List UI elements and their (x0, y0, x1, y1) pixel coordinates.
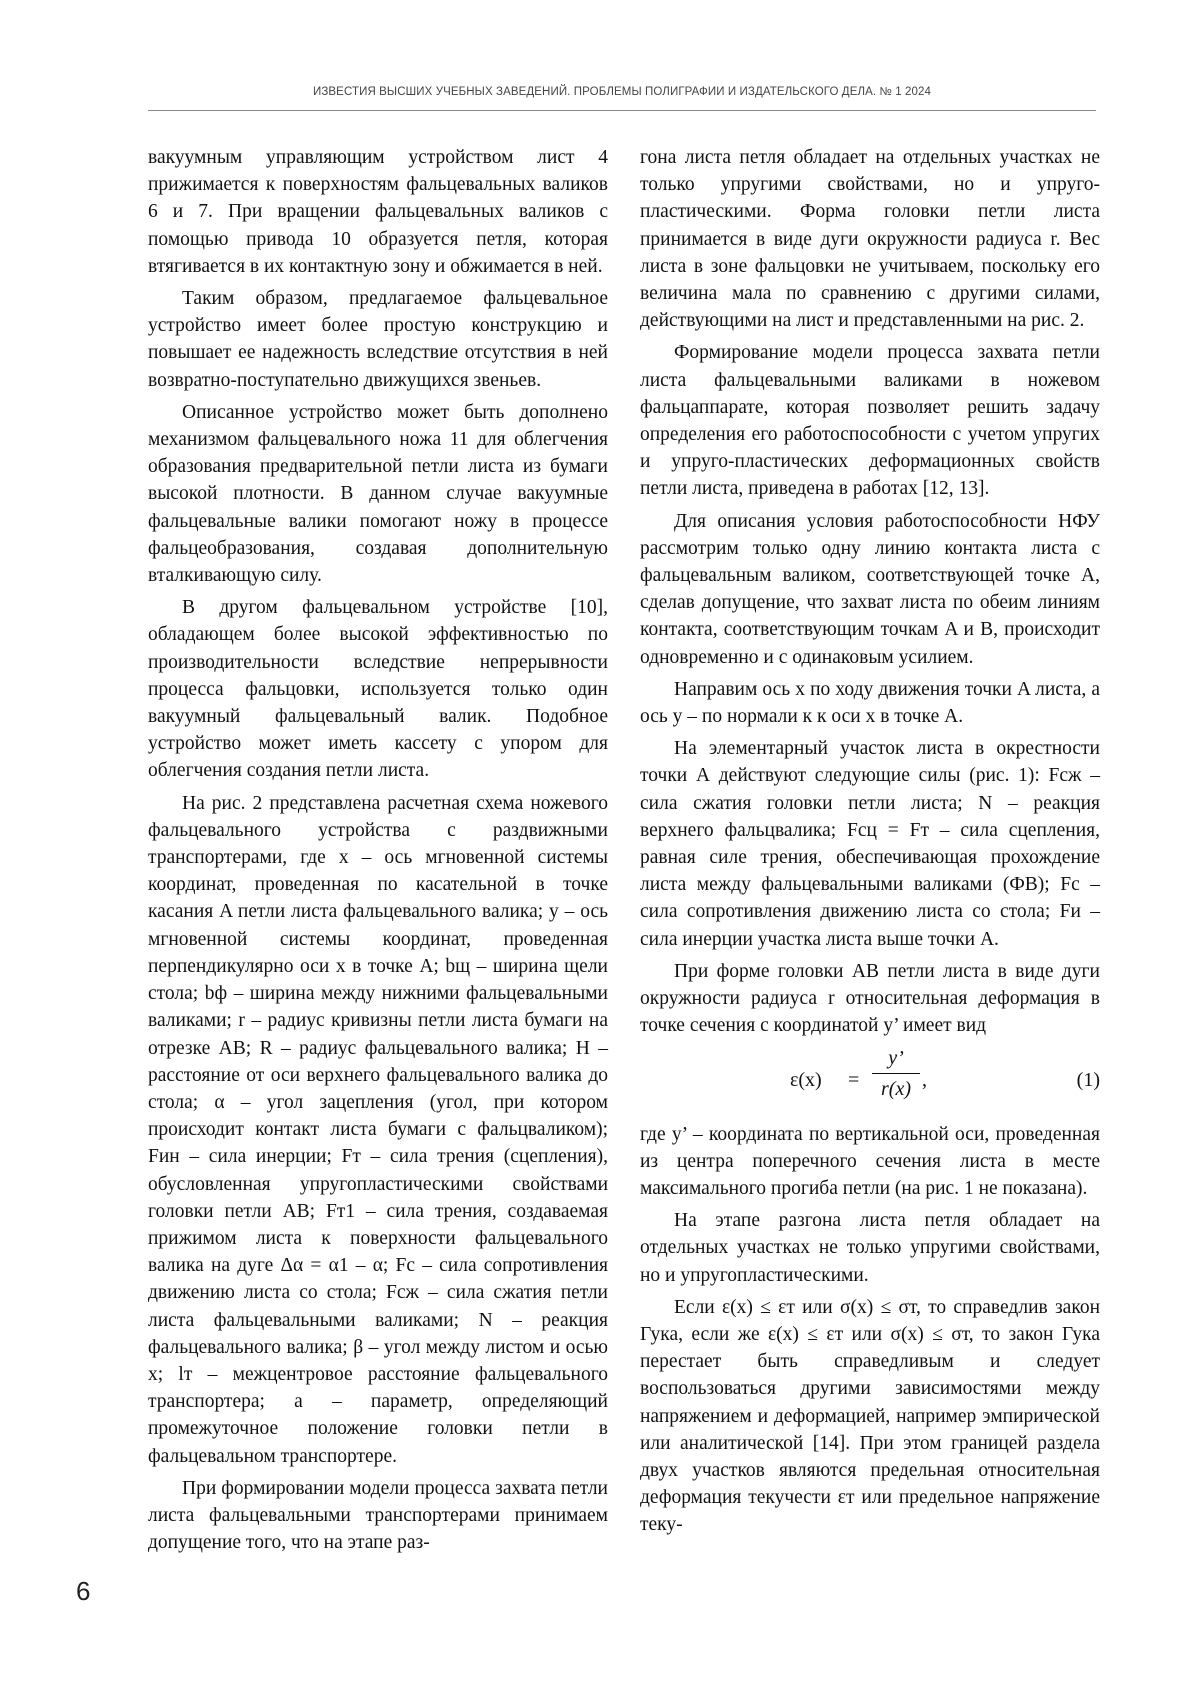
paragraph: вакуумным управляющим устройством лист 4 прижимается к поверхностям фальцевальных валиков 6 и 7. При вращении фальцевальных валиков с помощью привода 10 образуется петля, которая втягивается в их контактную зону и обжимается в ней. (148, 147, 608, 277)
paragraph: При форме головки AB петли листа в виде дуги окружности радиуса r относительная деформация в точке сечения с координатой y’ имеет вид (640, 960, 1100, 1037)
equation-lhs: ε(x) (790, 1068, 822, 1091)
equation-fraction (872, 1045, 920, 1103)
paragraph: Если ε(x) ≤ εт или σ(x) ≤ σт, то справедлив закон Гука, если же ε(x) ≤ εт или σ(x) ≤ σт, то закон Гука перестает быть справедливым и следует воспользоваться другими зависимостями между напряжением и деформацией, например эмпирической или аналитической [14]. При этом границей раздела двух участков являются предельная относительная деформация текучести εт или предельное напряжение теку- (640, 1296, 1100, 1536)
paragraph: Описанное устройство может быть дополнено механизмом фальцевального ножа 11 для облегчения образования предварительной петли листа из бумаги высокой плотности. В данном случае вакуумные фальцевальные валики помогают ножу в процессе фальцеобразования, создавая дополнительную вталкивающую силу. (148, 401, 608, 587)
paragraph: На элементарный участок листа в окрестности точки А действуют следующие силы (рис. 1): Fсж – сила сжатия головки петли листа; N – реакция верхнего фальцвалика; Fсц = Fт – сила сцепления, равная силе трения, обеспечивающая прохождение листа между фальцевальными валиками (ФВ); Fс – сила сопротивления движению листа со стола; Fи – сила инерции участка листа выше точки А. (640, 738, 1100, 950)
paragraph: Формирование модели процесса захвата петли листа фальцевальными валиками в ножевом фальцаппарате, которая позволяет решить задачу определения его работоспособности с учетом упругих и упруго-пластических деформационных свойств петли листа, приведена в работах [12, 13]. (640, 342, 1100, 500)
equation-equals: = (848, 1068, 860, 1091)
running-header: ИЗВЕСТИЯ ВЫСШИХ УЧЕБНЫХ ЗАВЕДЕНИЙ. ПРОБЛЕМЫ ПОЛИГРАФИИ И ИЗДАТЕЛЬСКОГО ДЕЛА. № 1 2024 (313, 86, 931, 98)
equation-number: (1) (1076, 1068, 1100, 1091)
equation-1 (640, 1045, 1100, 1115)
equation-numerator: y’ (888, 1046, 904, 1069)
left-column (148, 144, 608, 1561)
paragraph: Направим ось x по ходу движения точки A листа, а ось y – по нормали к к оси x в точке A. (640, 678, 1100, 728)
equation-comma: , (922, 1068, 927, 1091)
paragraph: На этапе разгона листа петля обладает на отдельных участках не только упругими свойствами, но и упругопластическими. (640, 1210, 1100, 1286)
paragraph: При формировании модели процесса захвата петли листа фальцевальными транспортерами принимаем допущение того, что на этапе раз- (148, 1477, 608, 1554)
equation-denominator: r(x) (881, 1077, 911, 1100)
paragraph: гона листа петля обладает на отдельных участках не только упругими свойствами, но и упруго-пластическими. Форма головки петли листа принимается в виде дуги окружности радиуса r. Вес листа в зоне фальцовки не учитываем, поскольку его величина мала по сравнению с другими силами, действующими на лист и представленными на рис. 2. (640, 147, 1100, 332)
header-rule (148, 110, 1096, 111)
paragraph: Таким образом, предлагаемое фальцевальное устройство имеет более простую конструкцию и повышает ее надежность вследствие отсутствия в ней возвратно-поступательно движущихся звеньев. (148, 288, 608, 391)
page-number: 6 (76, 1576, 91, 1606)
paragraph: где y’ – координата по вертикальной оси, проведенная из центра поперечного сечения листа в месте максимального прогиба петли (на рис. 1 не показана). (640, 1123, 1100, 1199)
right-column (640, 144, 1100, 1544)
paragraph: На рис. 2 представлена расчетная схема ножевого фальцевального устройства с раздвижными транспортерами, где x – ось мгновенной системы координат, проведенная по касательной в точке касания A петли листа фальцевального валика; y – ось мгновенной системы координат, проведенная перпендикулярно оси x в точке A; bщ – ширина щели стола; bф – ширина между нижними фальцевальными валиками; r – радиус кривизны петли листа бумаги на отрезке АВ; R – радиус фальцевального валика; H – расстояние от оси верхнего фальцевального валика до стола; α – угол зацепления (угол, при котором происходит контакт листа бумаги с фальцваликом); Fин – сила инерции; Fт – сила трения (сцепления), обусловленная упругопластическими свойствами головки петли AB; Fт1 – сила трения, создаваемая прижимом листа к поверхности фальцевального валика на дуге Δα = α1 – α; Fс – сила сопротивления движению листа со стола; Fсж – сила сжатия петли листа фальцевальными валиками; N – реакция фальцевального валика; β – угол между листом и осью x; lт – межцентровое расстояние фальцевального транспортера; a – параметр, определяющий промежуточное положение головки петли в фальцевальном транспортере. (148, 792, 608, 1467)
paragraph: В другом фальцевальном устройстве [10], обладающем более высокой эффективностью по производительности вследствие непрерывности процесса фальцовки, используется только один вакуумный фальцевальный валик. Подобное устройство может иметь кассету с упором для облегчения создания петли листа. (148, 597, 608, 782)
paragraph: Для описания условия работоспособности НФУ рассмотрим только одну линию контакта листа с фальцевальным валиком, соответствующей точке А, сделав допущение, что захват листа по обеим линиям контакта, соответствующим точкам A и B, происходит одновременно и с одинаковым усилием. (640, 510, 1100, 668)
